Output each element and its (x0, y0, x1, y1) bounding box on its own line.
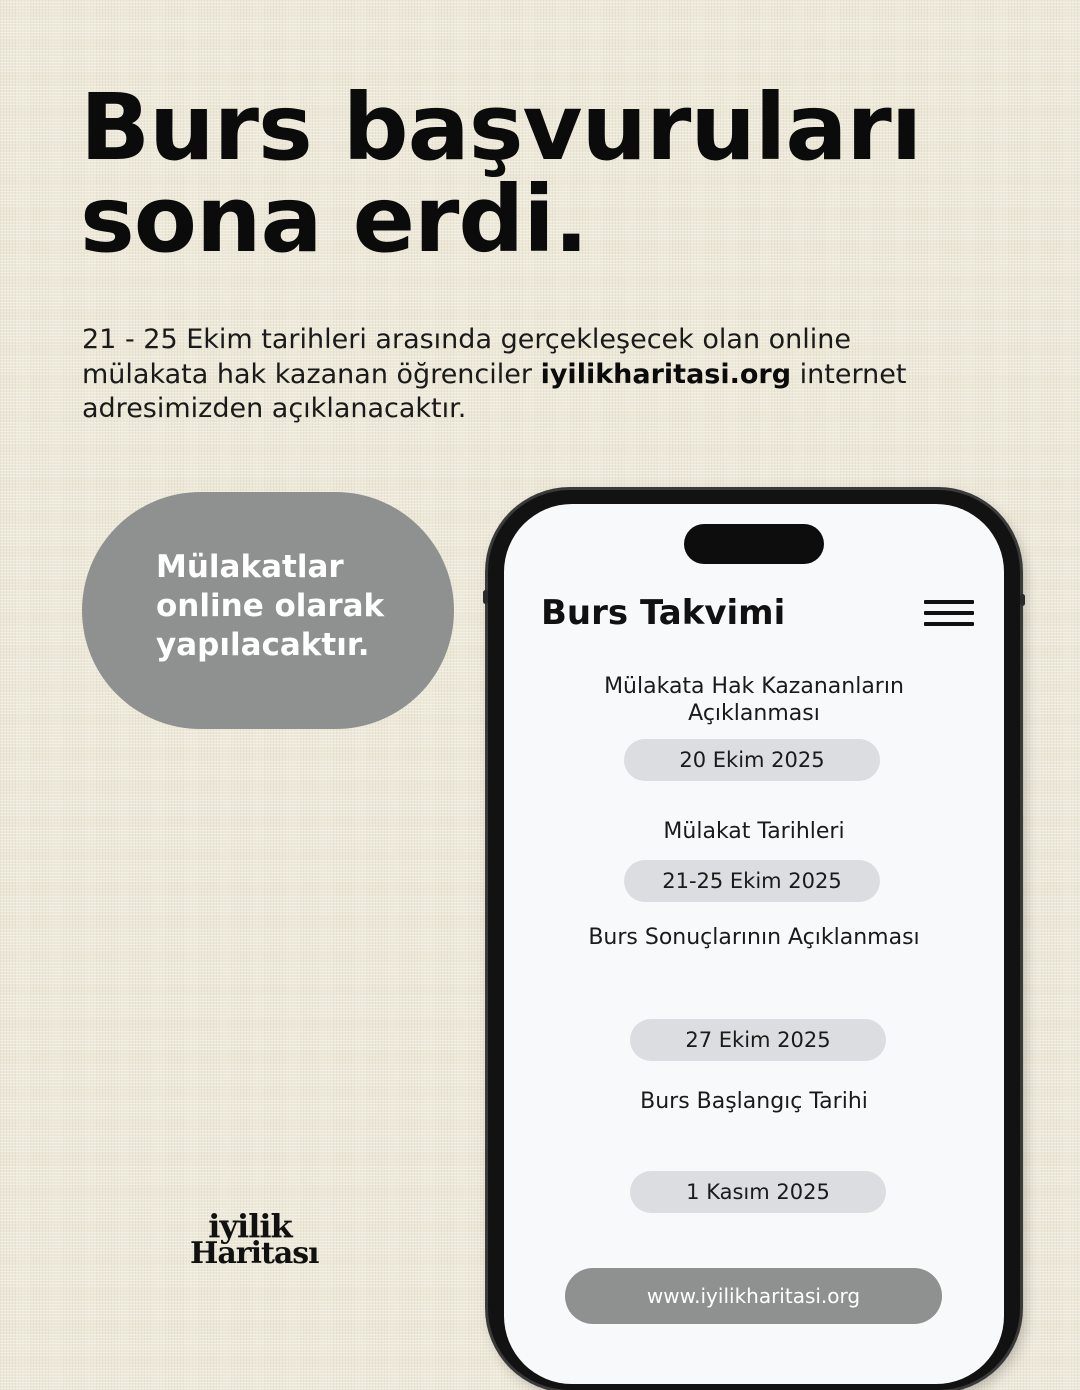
event-date-badge: 20 Ekim 2025 (624, 739, 880, 781)
dynamic-island (684, 524, 824, 564)
intro-paragraph (82, 323, 982, 427)
event-label: Burs Sonuçlarının Açıklanması (588, 925, 920, 950)
headline-line-1: Burs başvuruları (80, 74, 922, 181)
phone-mockup (488, 490, 1020, 1390)
event-label: Mülakat Tarihleri (663, 819, 845, 844)
schedule-title: Burs Takvimi (541, 593, 786, 633)
event-date-badge: 21-25 Ekim 2025 (624, 860, 880, 902)
event-date-badge: 27 Ekim 2025 (630, 1019, 886, 1061)
phone-side-button (1020, 594, 1025, 606)
website-link-text: iyilikharitasi.org (540, 358, 792, 390)
online-interview-badge (82, 492, 454, 729)
phone-side-button (483, 590, 488, 604)
logo-line-1: iyilik (208, 1207, 292, 1245)
badge-text: Mülakatlar online olarak yapılacaktır. (156, 549, 385, 663)
phone-screen (504, 504, 1004, 1384)
iyilik-haritasi-logo (190, 1207, 319, 1271)
page-headline (80, 74, 922, 273)
hamburger-menu-icon[interactable] (924, 600, 974, 628)
intro-text-part-2: internet adresimizden açıklanacaktır. (82, 358, 907, 424)
event-label: Mülakata Hak Kazananların Açıklanması (604, 674, 904, 726)
event-date-badge: 1 Kasım 2025 (630, 1171, 886, 1213)
headline-line-2: sona erdi. (80, 166, 588, 273)
logo-line-2: Haritası (190, 1236, 319, 1271)
event-label: Burs Başlangıç Tarihi (640, 1089, 868, 1114)
website-button[interactable]: www.iyilikharitasi.org (565, 1268, 942, 1324)
intro-text-part-1: 21 - 25 Ekim tarihleri arasında gerçekleşecek olan online mülakata hak kazanan öğrenciler (82, 324, 851, 390)
